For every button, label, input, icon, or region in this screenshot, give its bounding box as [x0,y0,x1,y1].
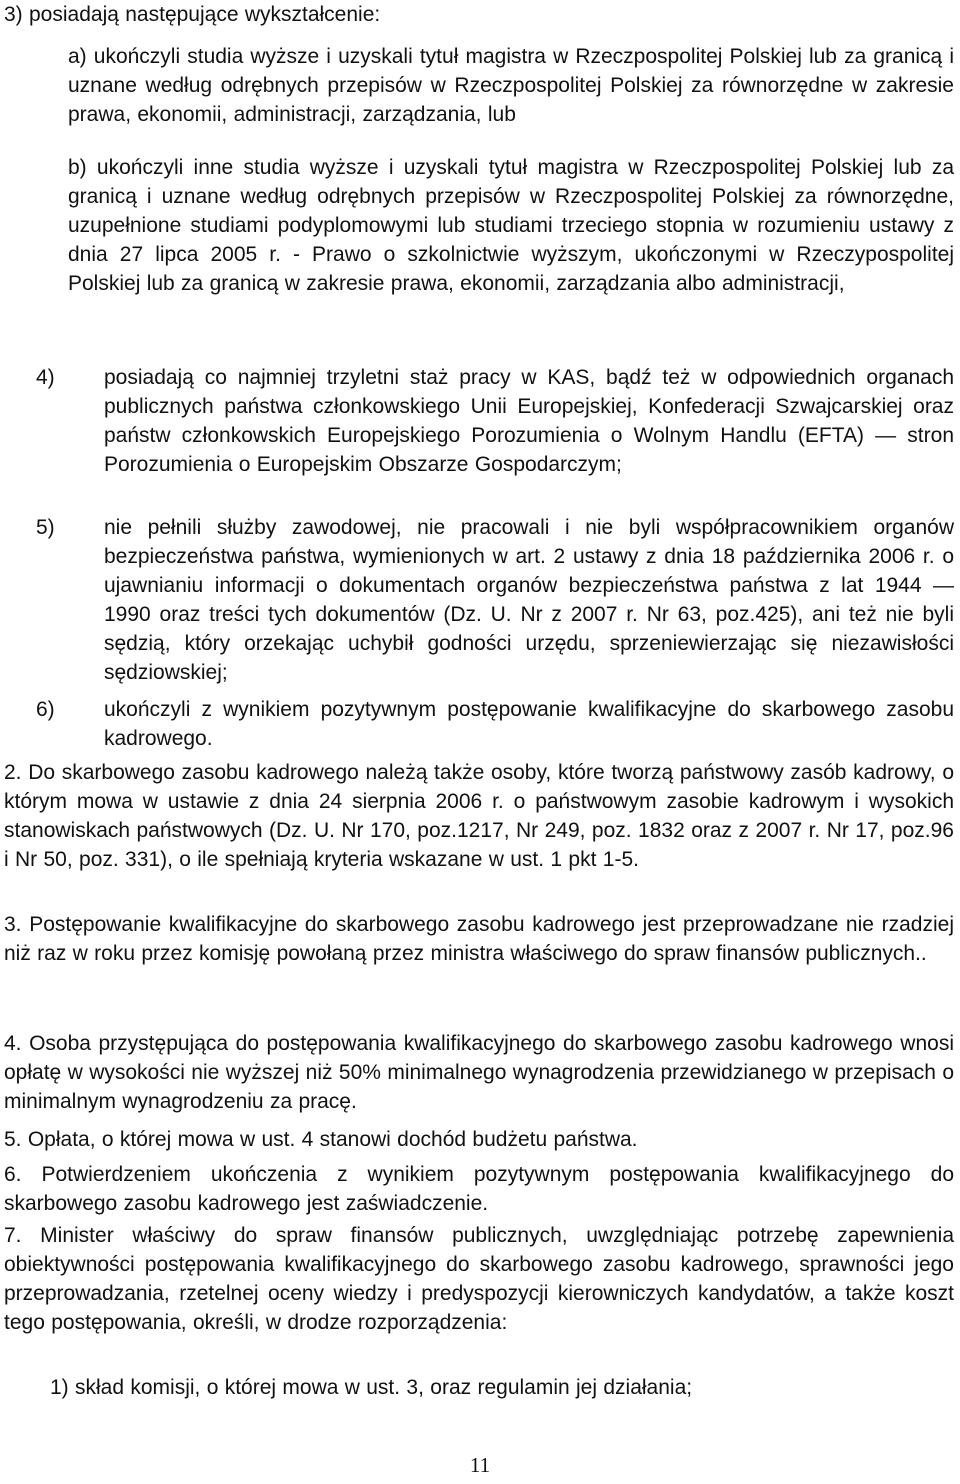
item-6-label: 6) [36,698,55,721]
paragraph-3: 3. Postępowanie kwalifikacyjne do skarbowego zasobu kadrowego jest przeprowadzane nie rzadziej niż raz w roku przez komisję powołaną przez ministra właściwego do spraw finansów publicznych.. [4,913,954,965]
item-3b: b) ukończyli inne studia wyższe i uzyskali tytuł magistra w Rzeczpospolitej Polskiej lub za granicą i uznane według odrębnych przepisów w Rzeczpospolitej Polskiej za równorzędne, uzupełnione studiami podyplomowymi lub studiami trzeciego stopnia w rozumieniu ustawy z dnia 27 lipca 2005 r. - Prawo o szkolnictwie wyższym, ukończonymi w Rzeczypospolitej Polskiej lub za granicą w zakresie prawa, ekonomii, zarządzania albo administracji, [68,156,954,295]
item-4-label: 4) [36,366,55,389]
item-5-label: 5) [36,516,55,539]
item-3b-wrap [68,153,954,298]
paragraph-5: 5. Opłata, o której mowa w ust. 4 stanowi dochód budżetu państwa. [4,1128,638,1151]
item-4-text: posiadają co najmniej trzyletni staż pracy w KAS, bądź też w odpowiednich organach publicznych państwa członkowskiego Unii Europejskiej, Konfederacji Szwajcarskiej oraz państw członkowskich Europejskiego Porozumienia o Wolnym Handlu (EFTA) — stron Porozumienia o Europejskim Obszarze Gospodarczym; [104,366,954,476]
page-number: 11 [469,1453,491,1477]
item-6-text: ukończyli z wynikiem pozytywnym postępowanie kwalifikacyjne do skarbowego zasobu kadrowego. [104,698,954,750]
item-3a: a) ukończyli studia wyższe i uzyskali tytuł magistra w Rzeczpospolitej Polskiej lub za granicą i uznane według odrębnych przepisów w Rzeczpospolitej Polskiej za równorzędne w zakresie prawa, ekonomii, administracji, zarządzania, lub [68,45,954,126]
item-5 [36,513,954,687]
item-5-text: nie pełnili służby zawodowej, nie pracowali i nie byli współpracownikiem organów bezpieczeństwa państwa, wymienionych w art. 2 ustawy z dnia 18 października 2006 r. o ujawnianiu informacji o dokumentach organów bezpieczeństwa państwa z lat 1944 — 1990 oraz treści tych dokumentów (Dz. U. Nr z 2007 r. Nr 63, poz.425), ani też nie byli sędzią, który orzekając uchybił godności urzędu, sprzeniewierzając się niezawisłości sędziowskiej; [104,516,954,684]
paragraph-6: 6. Potwierdzeniem ukończenia z wynikiem pozytywnym postępowania kwalifikacyjnego do skarbowego zasobu kadrowego jest zaświadczenie. [4,1163,954,1215]
paragraph-2: 2. Do skarbowego zasobu kadrowego należą także osoby, które tworzą państwowy zasób kadrowy, o którym mowa w ustawie z dnia 24 sierpnia 2006 r. o państwowym zasobie kadrowym i wysokich stanowiskach państwowych (Dz. U. Nr 170, poz.1217, Nr 249, poz. 1832 oraz z 2007 r. Nr 17, poz.96 i Nr 50, poz. 331), o ile spełniają kryteria wskazane w ust. 1 pkt 1-5. [4,761,954,871]
paragraph-4: 4. Osoba przystępująca do postępowania kwalifikacyjnego do skarbowego zasobu kadrowego wnosi opłatę w wysokości nie wyższej niż 50% minimalnego wynagrodzenia przewidzianego w przepisach o minimalnym wynagrodzeniu za pracę. [4,1032,954,1113]
item-3-intro: 3) posiadają następujące wykształcenie: [4,3,381,26]
paragraph-7: 7. Minister właściwy do spraw finansów publicznych, uwzględniając potrzebę zapewnienia obiektywności postępowania kwalifikacyjnego do skarbowego zasobu kadrowego, sprawności jego przeprowadzania, rzetelnej oceny wiedzy i predyspozycji kierowniczych kandydatów, a także koszt tego postępowania, określi, w drodze rozporządzenia: [4,1224,954,1334]
item-7-1: 1) skład komisji, o której mowa w ust. 3, oraz regulamin jej działania; [50,1376,693,1399]
item-4 [36,363,954,479]
item-6 [36,695,954,753]
